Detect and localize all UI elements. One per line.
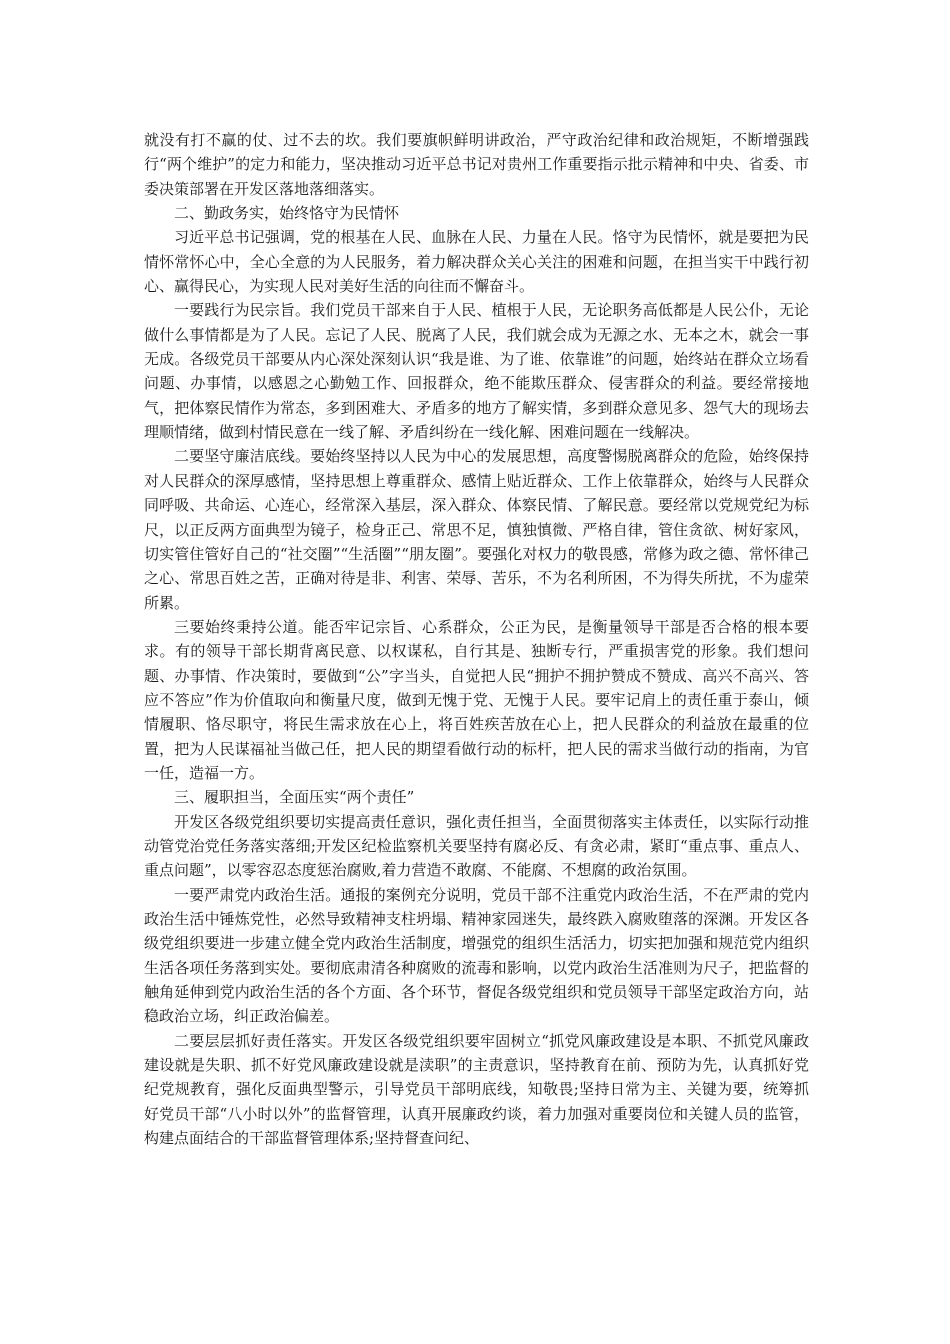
paragraph: 开发区各级党组织要切实提高责任意识，强化责任担当，全面贯彻落实主体责任，以实际行动推动管党治党任务落实落细;开发区纪检监察机关要坚持有腐必反、有贪必肃，紧盯“重点事、重点人、重点问题”，以零容忍态度惩治腐败,着力营造不敢腐、不能腐、不想腐的政治氛围。 xyxy=(144,812,809,880)
paragraph-continuation: 就没有打不赢的仗、过不去的坎。我们要旗帜鲜明讲政治，严守政治纪律和政治规矩，不断增强践行“两个维护”的定力和能力，坚决推动习近平总书记对贵州工作重要指示批示精神和中央、省委、市委决策部署在开发区落地落细落实。 xyxy=(144,131,809,198)
paragraph: 二要层层抓好责任落实。开发区各级党组织要牢固树立“抓党风廉政建设是本职、不抓党风廉政建设就是失职、抓不好党风廉政建设就是渎职”的主责意识，坚持教育在前、预防为先，认真抓好党纪党规教育，强化反面典型警示，引导党员干部明底线，知敬畏;坚持日常为主、关键为要，统筹抓好党员干部“八小时以外”的监督管理，认真开展廉政约谈，着力加强对重要岗位和关键人员的监管，构建点面结合的干部监督管理体系;坚持督查问纪、 xyxy=(144,1031,809,1148)
document-body xyxy=(144,128,809,1150)
section-heading-3: 三、履职担当，全面压实“两个责任” xyxy=(174,788,415,807)
paragraph: 三要始终秉持公道。能否牢记宗旨、心系群众，公正为民，是衡量领导干部是否合格的根本要求。有的领导干部长期背离民意、以权谋私，自行其是、独断专行，严重损害党的形象。我们想问题、办事情、作决策时，要做到“公”字当头，自觉把人民“拥护不拥护赞成不赞成、高兴不高兴、答应不答应”作为价值取向和衡量尺度，做到无愧于党、无愧于人民。要牢记肩上的责任重于泰山，倾情履职、恪尽职守，将民生需求放在心上，将百姓疾苦放在心上，把人民群众的利益放在最重的位置，把为人民谋福祉当做己任，把人民的期望看做行动的标杆，把人民的需求当做行动的指南，为官一任，造福一方。 xyxy=(144,617,809,782)
paragraph: 二要坚守廉洁底线。要始终坚持以人民为中心的发展思想，高度警惕脱离群众的危险，始终保持对人民群众的深厚感情，坚持思想上尊重群众、感情上贴近群众、工作上依靠群众，始终与人民群众同呼吸、共命运、心连心，经常深入基层，深入群众、体察民情、了解民意。要经常以党规党纪为标尺，以正反两方面典型为镜子，检身正己、常思不足，慎独慎微、严格自律，管住贪欲、树好家风，切实管住管好自己的“社交圈”“生活圈”“朋友圈”。要强化对权力的敬畏感，常修为政之德、常怀律己之心、常思百姓之苦，正确对待是非、利害、荣辱、苦乐，不为名利所困，不为得失所扰，不为虚荣所累。 xyxy=(144,447,809,612)
paragraph: 一要严肃党内政治生活。通报的案例充分说明，党员干部不注重党内政治生活，不在严肃的党内政治生活中锤炼党性，必然导致精神支柱坍塌、精神家园迷失，最终跌入腐败堕落的深渊。开发区各级党组织要进一步建立健全党内政治生活制度，增强党的组织生活活力，切实把加强和规范党内组织生活各项任务落到实处。要彻底肃清各种腐败的流毒和影响，以党内政治生活准则为尺子，把监督的触角延伸到党内政治生活的各个方面、各个环节，督促各级党组织和党员领导干部坚定政治方向，站稳政治立场，纠正政治偏差。 xyxy=(144,885,809,1026)
paragraph: 习近平总书记强调，党的根基在人民、血脉在人民、力量在人民。恪守为民情怀，就是要把为民情怀常怀心中，全心全意的为人民服务，着力解决群众关心关注的困难和问题，在担当实干中践行初心、赢得民心，为实现人民对美好生活的向往而不懈奋斗。 xyxy=(144,228,809,296)
section-heading-2: 二、勤政务实，始终恪守为民情怀 xyxy=(174,204,400,223)
paragraph: 一要践行为民宗旨。我们党员干部来自于人民、植根于人民，无论职务高低都是人民公仆，无论做什么事情都是为了人民。忘记了人民、脱离了人民，我们就会成为无源之水、无本之木，就会一事无成。各级党员干部要从内心深处深刻认识“我是谁、为了谁、依靠谁”的问题，始终站在群众立场看问题、办事情，以感恩之心勤勉工作、回报群众，绝不能欺压群众、侵害群众的利益。要经常接地气，把体察民情作为常态，多到困难大、矛盾多的地方了解实情，多到群众意见多、怨气大的现场去理顺情绪，做到村情民意在一线了解、矛盾纠纷在一线化解、困难问题在一线解决。 xyxy=(144,301,809,442)
